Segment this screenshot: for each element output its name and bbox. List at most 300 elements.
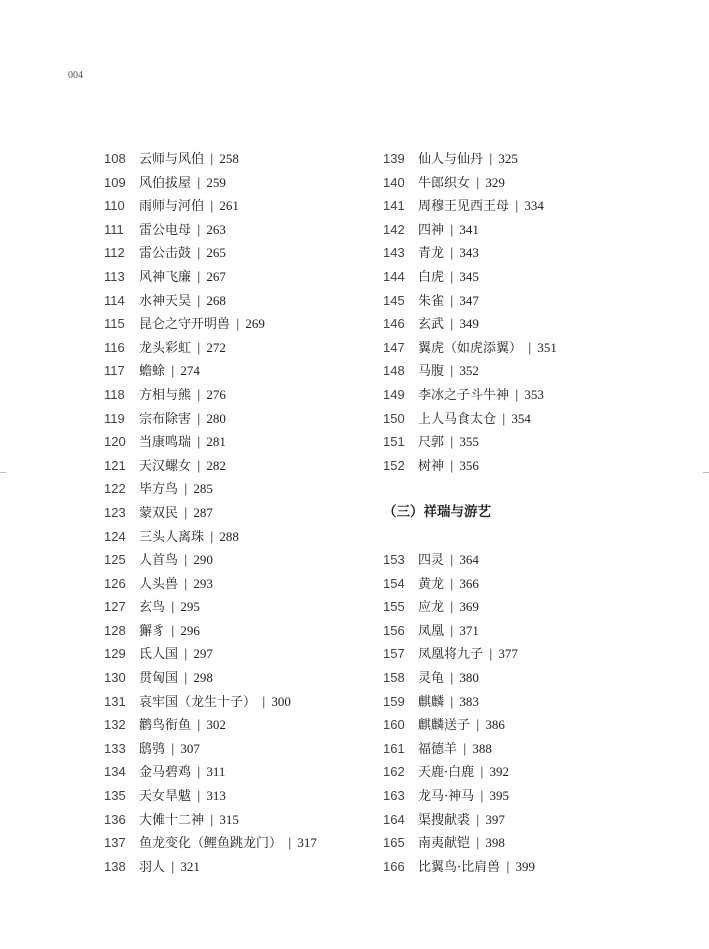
toc-entry <box>104 525 317 549</box>
entry-title: 昆仑之守开明兽 <box>139 317 231 333</box>
separator: | <box>463 740 467 756</box>
separator: | <box>476 835 480 851</box>
toc-entry <box>383 147 557 171</box>
toc-entry <box>104 171 317 195</box>
toc-entry <box>383 713 557 737</box>
entry-title: 树神 <box>418 458 445 474</box>
entry-number: 115 <box>104 316 125 332</box>
entry-title: 比翼鸟·比肩兽 <box>418 859 501 875</box>
separator: | <box>288 835 292 851</box>
entry-page: 398 <box>485 835 505 851</box>
toc-entry <box>104 666 317 690</box>
toc-entry <box>104 501 317 525</box>
entry-page: 343 <box>459 245 479 261</box>
entry-number: 128 <box>104 622 126 638</box>
entry-title: 应龙 <box>418 600 445 616</box>
toc-entry <box>104 477 317 501</box>
entry-number: 151 <box>383 434 405 450</box>
entry-title: 人头兽 <box>139 576 179 592</box>
entry-title: 玄鸟 <box>139 600 166 616</box>
entry-title: 渠搜献裘 <box>418 812 471 828</box>
entry-number: 143 <box>383 245 405 261</box>
entry-title: 氐人国 <box>139 647 179 663</box>
entry-number: 137 <box>104 835 126 851</box>
separator: | <box>515 386 519 402</box>
entry-title: 麒麟 <box>418 694 445 710</box>
entry-page: 364 <box>459 552 479 568</box>
separator: | <box>171 363 175 379</box>
entry-page: 285 <box>193 481 213 497</box>
toc-entry <box>104 430 317 454</box>
entry-page: 354 <box>511 410 531 426</box>
toc-entry <box>104 147 317 171</box>
separator: | <box>197 245 201 261</box>
entry-page: 388 <box>472 740 492 756</box>
toc-entry <box>104 359 317 383</box>
entry-number: 122 <box>104 481 126 497</box>
entry-page: 325 <box>498 151 518 166</box>
entry-number: 111 <box>104 221 124 237</box>
entry-page: 280 <box>206 410 226 426</box>
entry-number: 156 <box>383 622 405 638</box>
separator: | <box>450 575 454 591</box>
entry-page: 347 <box>459 292 479 308</box>
entry-page: 317 <box>297 835 317 851</box>
entry-title: 大傩十二神 <box>139 812 205 828</box>
entry-page: 258 <box>219 151 239 166</box>
entry-page: 377 <box>498 646 518 662</box>
entry-page: 269 <box>245 316 265 332</box>
separator: | <box>184 504 188 520</box>
entry-page: 352 <box>459 363 479 379</box>
entry-number: 129 <box>104 646 126 662</box>
entry-page: 311 <box>206 764 226 780</box>
entry-title: 李冰之子斗牛神 <box>418 387 510 403</box>
entry-title: 鹳鸟衔鱼 <box>139 718 192 734</box>
separator: | <box>502 410 506 426</box>
entry-number: 118 <box>104 386 125 402</box>
entry-page: 267 <box>206 268 226 284</box>
entry-page: 356 <box>459 457 479 473</box>
toc-entry <box>383 241 557 265</box>
entry-page: 349 <box>459 316 479 332</box>
separator: | <box>515 198 519 214</box>
entry-number: 162 <box>383 764 405 780</box>
entry-number: 165 <box>383 835 405 851</box>
separator: | <box>197 764 201 780</box>
separator: | <box>197 292 201 308</box>
toc-entry <box>104 595 317 619</box>
entry-title: 羽人 <box>139 859 166 875</box>
entry-title: 四灵 <box>418 553 445 569</box>
section-spacer <box>383 477 557 501</box>
toc-entry <box>383 171 557 195</box>
entry-title: 风神飞廉 <box>139 269 192 285</box>
entry-number: 148 <box>383 363 405 379</box>
toc-entry <box>104 619 317 643</box>
separator: | <box>489 151 493 166</box>
entry-title: 周穆王见西王母 <box>418 199 510 215</box>
entry-page: 334 <box>524 198 544 214</box>
entry-title: 哀牢国（龙生十子） <box>139 694 257 710</box>
entry-title: 天鹿·白鹿 <box>418 765 475 781</box>
toc-column-left <box>104 147 317 878</box>
separator: | <box>210 151 214 166</box>
entry-title: 凤凰 <box>418 623 445 639</box>
entry-title: 风伯拔屋 <box>139 175 192 191</box>
separator: | <box>236 316 240 332</box>
entry-title: 马腹 <box>418 364 445 380</box>
separator: | <box>480 788 484 804</box>
entry-page: 341 <box>459 221 479 237</box>
entry-page: 397 <box>485 811 505 827</box>
toc-entry <box>104 855 317 879</box>
entry-number: 158 <box>383 670 405 686</box>
entry-page: 290 <box>193 552 213 568</box>
entry-number: 150 <box>383 410 405 426</box>
toc-entry <box>383 737 557 761</box>
entry-number: 155 <box>383 599 405 615</box>
toc-group-right-bottom <box>383 548 557 878</box>
entry-number: 124 <box>104 528 126 544</box>
separator: | <box>197 339 201 355</box>
entry-number: 166 <box>383 858 405 874</box>
toc-entry <box>104 784 317 808</box>
entry-page: 297 <box>193 646 213 662</box>
entry-title: 白虎 <box>418 269 445 285</box>
entry-page: 263 <box>206 221 226 237</box>
entry-title: 龙马·神马 <box>418 789 475 805</box>
entry-title: 人首鸟 <box>139 553 179 569</box>
entry-number: 109 <box>104 174 126 190</box>
toc-entry <box>104 407 317 431</box>
entry-number: 135 <box>104 788 126 804</box>
toc-entry <box>383 430 557 454</box>
entry-title: 云师与风伯 <box>139 152 205 167</box>
toc-entry <box>383 784 557 808</box>
entry-page: 351 <box>537 339 557 355</box>
entry-title: 当康鸣瑞 <box>139 435 192 451</box>
entry-page: 380 <box>459 670 479 686</box>
separator: | <box>197 410 201 426</box>
entry-title: 麒麟送子 <box>418 718 471 734</box>
entry-title: 宗布除害 <box>139 411 192 427</box>
toc-entry <box>104 713 317 737</box>
entry-title: 雨师与河伯 <box>139 199 205 215</box>
entry-number: 130 <box>104 670 126 686</box>
entry-number: 152 <box>383 457 405 473</box>
entry-title: 蒙双民 <box>139 505 179 521</box>
entry-number: 142 <box>383 221 405 237</box>
toc-entry <box>104 642 317 666</box>
separator: | <box>171 858 175 874</box>
entry-number: 144 <box>383 268 405 284</box>
toc-entry <box>104 760 317 784</box>
toc-entry <box>383 690 557 714</box>
separator: | <box>171 622 175 638</box>
entry-page: 315 <box>219 811 239 827</box>
entry-number: 121 <box>104 457 126 473</box>
entry-number: 127 <box>104 599 126 615</box>
separator: | <box>210 528 214 544</box>
entry-title: 翼虎（如虎添翼） <box>418 340 523 356</box>
separator: | <box>184 575 188 591</box>
entry-title: 牛郎织女 <box>418 175 471 191</box>
toc-entry <box>104 312 317 336</box>
separator: | <box>197 174 201 190</box>
separator: | <box>450 599 454 615</box>
separator: | <box>450 434 454 450</box>
separator: | <box>184 552 188 568</box>
toc-entry <box>383 265 557 289</box>
separator: | <box>450 670 454 686</box>
toc-entry <box>104 572 317 596</box>
entry-title: 方相与熊 <box>139 387 192 403</box>
entry-number: 114 <box>104 292 125 308</box>
toc-entry <box>104 808 317 832</box>
section-header: （三）祥瑞与游艺 <box>383 503 491 520</box>
entry-title: 朱雀 <box>418 293 445 309</box>
entry-page: 386 <box>485 717 505 733</box>
toc-entry <box>104 265 317 289</box>
separator: | <box>450 552 454 568</box>
entry-number: 163 <box>383 788 405 804</box>
entry-page: 296 <box>180 622 200 638</box>
entry-title: 金马碧鸡 <box>139 765 192 781</box>
entry-number: 108 <box>104 151 126 166</box>
toc-entry <box>383 619 557 643</box>
entry-number: 113 <box>104 268 125 284</box>
toc-column-right <box>383 147 557 878</box>
entry-title: 天女旱魃 <box>139 789 192 805</box>
toc-entry <box>383 760 557 784</box>
separator: | <box>450 268 454 284</box>
toc-entry <box>104 289 317 313</box>
entry-number: 117 <box>104 363 125 379</box>
crop-mark-left <box>0 472 6 473</box>
separator: | <box>184 481 188 497</box>
separator: | <box>476 811 480 827</box>
entry-page: 307 <box>180 740 200 756</box>
entry-title: 毕方鸟 <box>139 482 179 498</box>
separator: | <box>171 599 175 615</box>
entry-number: 133 <box>104 740 126 756</box>
entry-number: 145 <box>383 292 405 308</box>
entry-page: 276 <box>206 386 226 402</box>
toc-entry <box>383 808 557 832</box>
entry-number: 120 <box>104 434 126 450</box>
entry-page: 281 <box>206 434 226 450</box>
toc-entry <box>383 666 557 690</box>
toc-entry <box>104 831 317 855</box>
entry-title: 四神 <box>418 222 445 238</box>
toc-entry <box>383 407 557 431</box>
separator: | <box>506 858 510 874</box>
entry-page: 321 <box>180 858 200 874</box>
separator: | <box>197 434 201 450</box>
entry-number: 134 <box>104 764 126 780</box>
entry-page: 288 <box>219 528 239 544</box>
toc-entry <box>383 831 557 855</box>
entry-title: 尺郭 <box>418 435 445 451</box>
entry-number: 125 <box>104 552 126 568</box>
entry-number: 140 <box>383 174 405 190</box>
entry-title: 青龙 <box>418 246 445 262</box>
entry-title: 龙头彩虹 <box>139 340 192 356</box>
toc-entry <box>383 194 557 218</box>
entry-number: 123 <box>104 504 126 520</box>
entry-title: 凤凰将九子 <box>418 647 484 663</box>
entry-page: 345 <box>459 268 479 284</box>
entry-number: 119 <box>104 410 125 426</box>
entry-title: 南夷献铠 <box>418 836 471 852</box>
entry-page: 399 <box>515 858 536 874</box>
entry-page: 392 <box>489 764 510 780</box>
entry-title: 福德羊 <box>418 741 458 757</box>
entry-page: 371 <box>459 622 479 638</box>
entry-title: 鸱鸮 <box>139 741 166 757</box>
toc-entry <box>383 855 557 879</box>
entry-number: 112 <box>104 245 125 261</box>
entry-page: 300 <box>271 693 291 709</box>
separator: | <box>450 693 454 709</box>
page-number: 004 <box>68 70 83 81</box>
entry-title: 上人马食太仓 <box>418 411 497 427</box>
toc-entry <box>104 690 317 714</box>
toc-entry <box>383 336 557 360</box>
entry-number: 161 <box>383 740 405 756</box>
separator: | <box>450 622 454 638</box>
separator: | <box>210 198 214 214</box>
toc-entry <box>383 289 557 313</box>
toc-entry <box>383 454 557 478</box>
separator: | <box>489 646 493 662</box>
entry-number: 160 <box>383 717 405 733</box>
entry-page: 302 <box>206 717 226 733</box>
entry-number: 146 <box>383 316 405 332</box>
entry-title: 贯匈国 <box>139 671 179 687</box>
separator: | <box>528 339 532 355</box>
separator: | <box>184 670 188 686</box>
entry-page: 282 <box>206 457 226 473</box>
entry-title: 鱼龙变化（鲤鱼跳龙门） <box>139 836 283 852</box>
entry-number: 153 <box>383 552 405 568</box>
separator: | <box>197 457 201 473</box>
entry-title: 雷公击鼓 <box>139 246 192 262</box>
entry-page: 274 <box>180 363 200 379</box>
toc-entry <box>383 218 557 242</box>
entry-page: 293 <box>193 575 213 591</box>
separator: | <box>184 646 188 662</box>
entry-page: 355 <box>459 434 479 450</box>
entry-title: 蟾蜍 <box>139 364 166 380</box>
entry-title: 獬豸 <box>139 623 166 639</box>
entry-number: 132 <box>104 717 126 733</box>
separator: | <box>476 717 480 733</box>
separator: | <box>450 316 454 332</box>
separator: | <box>197 788 201 804</box>
separator: | <box>262 693 266 709</box>
entry-page: 353 <box>524 386 544 402</box>
entry-title: 黄龙 <box>418 576 445 592</box>
entry-page: 287 <box>193 504 213 520</box>
entry-page: 395 <box>489 788 510 804</box>
entry-number: 149 <box>383 386 405 402</box>
entry-title: 天汉螺女 <box>139 458 192 474</box>
entry-page: 313 <box>206 788 226 804</box>
toc-entry <box>104 336 317 360</box>
separator: | <box>171 740 175 756</box>
entry-number: 139 <box>383 151 405 166</box>
entry-page: 295 <box>180 599 200 615</box>
toc-entry <box>383 383 557 407</box>
toc-group-right-top <box>383 147 557 477</box>
toc-entry <box>383 548 557 572</box>
entry-number: 154 <box>383 575 405 591</box>
separator: | <box>450 457 454 473</box>
entry-number: 136 <box>104 811 126 827</box>
toc-entry <box>104 241 317 265</box>
toc-entry <box>383 595 557 619</box>
entry-page: 265 <box>206 245 226 261</box>
separator: | <box>450 363 454 379</box>
entry-title: 水神天吴 <box>139 293 192 309</box>
entry-number: 147 <box>383 339 405 355</box>
separator: | <box>450 245 454 261</box>
toc-entry <box>104 548 317 572</box>
toc-entry <box>104 383 317 407</box>
entry-page: 298 <box>193 670 213 686</box>
entry-page: 329 <box>485 174 505 190</box>
separator: | <box>197 717 201 733</box>
entry-title: 仙人与仙丹 <box>418 152 484 167</box>
entry-number: 159 <box>383 693 405 709</box>
separator: | <box>197 386 201 402</box>
toc-entry <box>383 572 557 596</box>
entry-page: 369 <box>459 599 479 615</box>
toc-entry <box>383 359 557 383</box>
entry-number: 141 <box>383 198 405 214</box>
entry-number: 126 <box>104 575 126 591</box>
separator: | <box>450 292 454 308</box>
separator: | <box>476 174 480 190</box>
entry-number: 157 <box>383 646 405 662</box>
toc-entry <box>383 642 557 666</box>
entry-page: 261 <box>219 198 239 214</box>
entry-title: 灵龟 <box>418 671 445 687</box>
entry-number: 138 <box>104 858 126 874</box>
toc-entry <box>383 312 557 336</box>
separator: | <box>450 221 454 237</box>
entry-number: 110 <box>104 198 125 214</box>
separator: | <box>197 221 201 237</box>
entry-number: 164 <box>383 811 405 827</box>
toc-entry <box>104 218 317 242</box>
section-spacer <box>383 525 557 549</box>
entry-number: 131 <box>104 693 126 709</box>
entry-page: 259 <box>206 174 226 190</box>
crop-mark-right <box>703 472 709 473</box>
entry-number: 116 <box>104 339 125 355</box>
entry-title: 雷公电母 <box>139 222 192 238</box>
entry-title: 玄武 <box>418 317 445 333</box>
entry-page: 383 <box>459 693 479 709</box>
separator: | <box>210 811 214 827</box>
toc-entry <box>104 454 317 478</box>
entry-title: 三头人离珠 <box>139 529 205 545</box>
entry-page: 366 <box>459 575 479 591</box>
entry-page: 272 <box>206 339 226 355</box>
